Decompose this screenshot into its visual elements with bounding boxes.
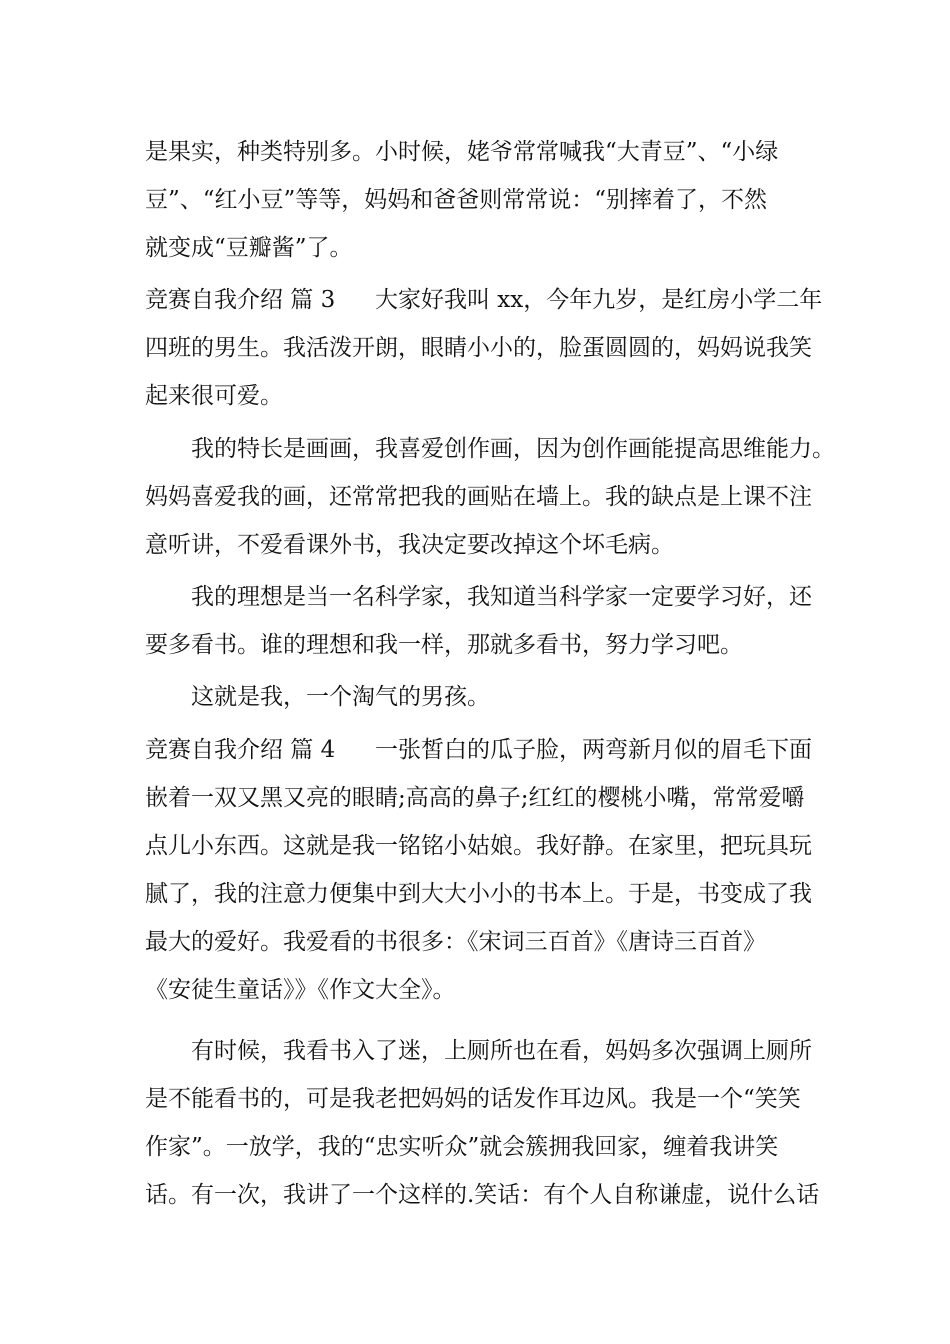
- text-line: 腻了，我的注意力便集中到大大小小的书本上。于是，书变成了我: [145, 881, 812, 907]
- text-line: 豆”、“红小豆”等等，妈妈和爸爸则常常说：“别摔着了，不然: [145, 187, 768, 213]
- text-line: 作家”。一放学，我的“忠实听众”就会簇拥我回家，缠着我讲笑: [145, 1134, 779, 1160]
- paragraph-first-line: 我的理想是当一名科学家，我知道当科学家一定要学习好，还: [191, 584, 812, 610]
- text-line: 四班的男生。我活泼开朗，眼睛小小的，脸蛋圆圆的，妈妈说我笑: [145, 335, 812, 361]
- text-line: 是不能看书的，可是我老把妈妈的话发作耳边风。我是一个“笑笑: [145, 1086, 801, 1112]
- text-line: 最大的爱好。我爱看的书很多：《宋词三百首》《唐诗三百首》: [145, 929, 766, 955]
- section-3-lead-text: 大家好我叫 xx，今年九岁，是红房小学二年: [375, 287, 823, 313]
- section-4-title-line: [145, 733, 825, 767]
- section-4-lead-text: 一张皙白的瓜子脸，两弯新月似的眉毛下面: [375, 737, 812, 763]
- text-line: 是果实，种类特别多。小时候，姥爷常常喊我“大青豆”、“小绿: [145, 139, 779, 165]
- section-4-heading: 竞赛自我介绍 篇 4: [145, 737, 336, 763]
- section-3-title-line: [145, 283, 825, 317]
- text-line: 妈妈喜爱我的画，还常常把我的画贴在墙上。我的缺点是上课不注: [145, 484, 812, 510]
- text-line: 嵌着一双又黑又亮的眼睛;高高的鼻子;红红的樱桃小嘴，常常爱嚼: [145, 785, 805, 811]
- section-3-heading: 竞赛自我介绍 篇 3: [145, 287, 336, 313]
- text-line: 要多看书。谁的理想和我一样，那就多看书，努力学习吧。: [145, 632, 743, 658]
- text-line: 就变成“豆瓣酱”了。: [145, 235, 353, 261]
- text-line: 话。有一次，我讲了一个这样的.笑话：有个人自称谦虚，说什么话: [145, 1182, 820, 1208]
- paragraph-first-line: 我的特长是画画，我喜爱创作画，因为创作画能提高思维能力。: [191, 436, 835, 462]
- paragraph-first-line: 这就是我，一个淘气的男孩。: [191, 684, 490, 710]
- paragraph-first-line: 有时候，我看书入了迷，上厕所也在看，妈妈多次强调上厕所: [191, 1038, 812, 1064]
- text-line: 意听讲，不爱看课外书，我决定要改掉这个坏毛病。: [145, 532, 674, 558]
- text-line: 《安徒生童话》》《作文大全》。: [145, 977, 456, 1003]
- text-line: 点儿小东西。这就是我一铭铭小姑娘。我好静。在家里，把玩具玩: [145, 833, 812, 859]
- text-line: 起来很可爱。: [145, 383, 283, 409]
